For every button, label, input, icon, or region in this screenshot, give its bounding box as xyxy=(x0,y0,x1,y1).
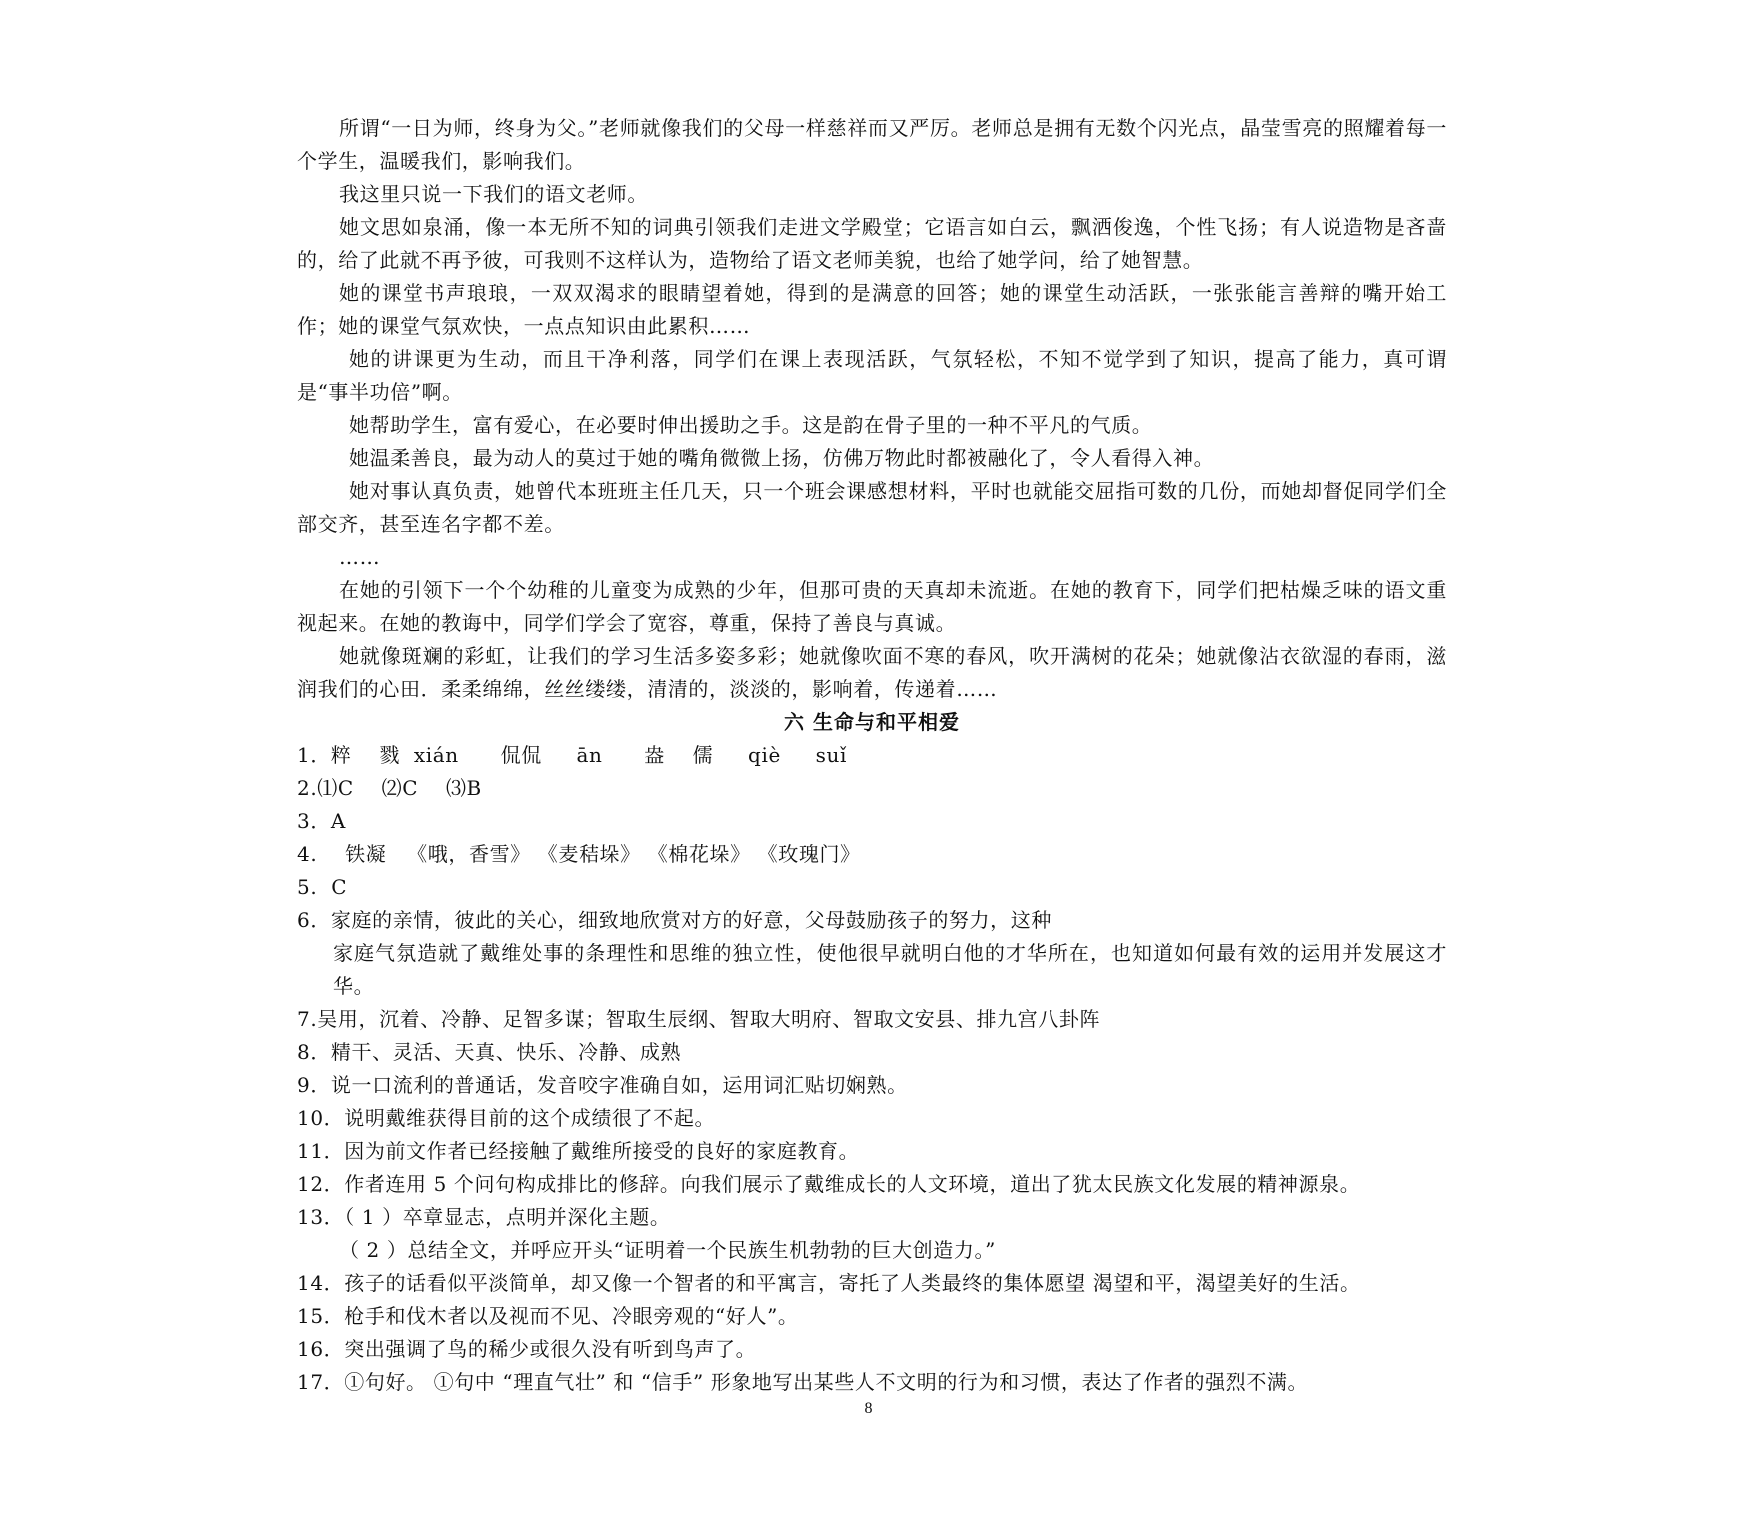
answer-15: 15．枪手和伐木者以及视而不见、冷眼旁观的“好人”。 xyxy=(297,1304,799,1328)
answer-6: 6．家庭的亲情，彼此的关心，细致地欣赏对方的好意，父母鼓励孩子的努力，这种 xyxy=(297,908,1052,932)
essay-paragraph-5: 她的讲课更为生动，而且干净利落，同学们在课上表现活跃，气氛轻松，不知不觉学到了知识，提高了能力，真可谓是“事半功倍”啊。 xyxy=(297,347,1447,404)
answer-2: 2.⑴C ⑵C ⑶B xyxy=(297,776,482,800)
essay-paragraph-3: 她文思如泉涌，像一本无所不知的词典引领我们走进文学殿堂；它语言如白云，飘洒俊逸，个性飞扬；有人说造物是吝啬的，给了此就不再予彼，可我则不这样认为，造物给了语文老师美貌，也给了她学问，给了她智慧。 xyxy=(297,215,1447,272)
answer-13-part-1: 13．（ 1 ）卒章显志，点明并深化主题。 xyxy=(297,1205,671,1229)
essay-paragraph-2: 我这里只说一下我们的语文老师。 xyxy=(339,182,648,206)
essay-paragraph-10: 她就像斑斓的彩虹，让我们的学习生活多姿多彩；她就像吹面不寒的春风，吹开满树的花朵；她就像沾衣欲湿的春雨，滋润我们的心田．柔柔绵绵，丝丝缕缕，清清的，淡淡的，影响着，传递着…… xyxy=(297,644,1447,701)
document-page xyxy=(297,112,1447,1399)
answer-12: 12．作者连用 5 个问句构成排比的修辞。向我们展示了戴维成长的人文环境，道出了犹太民族文化发展的精神源泉。 xyxy=(297,1172,1361,1196)
answer-16: 16．突出强调了鸟的稀少或很久没有听到鸟声了。 xyxy=(297,1337,757,1361)
answer-10: 10．说明戴维获得目前的这个成绩很了不起。 xyxy=(297,1106,716,1130)
answer-11: 11．因为前文作者已经接触了戴维所接受的良好的家庭教育。 xyxy=(297,1139,860,1163)
essay-paragraph-6: 她帮助学生，富有爱心，在必要时伸出援助之手。这是韵在骨子里的一种不平凡的气质。 xyxy=(349,413,1153,437)
essay-paragraph-8: 她对事认真负责，她曾代本班班主任几天，只一个班会课感想材料，平时也就能交屈指可数的几份，而她却督促同学们全部交齐，甚至连名字都不差。 xyxy=(297,479,1447,536)
answer-6-continuation: 家庭气氛造就了戴维处事的条理性和思维的独立性，使他很早就明白他的才华所在，也知道如何最有效的运用并发展这才华。 xyxy=(333,941,1447,998)
answer-4: 4. 铁凝 《哦，香雪》 《麦秸垛》 《棉花垛》 《玫瑰门》 xyxy=(297,842,861,866)
answer-8: 8．精干、灵活、天真、快乐、冷静、成熟 xyxy=(297,1040,682,1064)
answer-13-part-2: （ 2 ）总结全文，并呼应开头“证明着一个民族生机勃勃的巨大创造力。” xyxy=(339,1238,996,1262)
answer-7: 7.吴用，沉着、冷静、足智多谋；智取生辰纲、智取大明府、智取文安县、排九宫八卦阵 xyxy=(297,1007,1101,1031)
section-title: 六 生命与和平相爱 xyxy=(784,710,960,734)
page-number: 8 xyxy=(864,1400,873,1417)
answer-3: 3．A xyxy=(297,809,346,833)
answer-5: 5. C xyxy=(297,875,348,899)
answer-17: 17．①句好。 ①句中 “理直气壮” 和 “信手” 形象地写出某些人不文明的行为和习惯，表达了作者的强烈不满。 xyxy=(297,1370,1309,1394)
essay-paragraph-9: 在她的引领下一个个幼稚的儿童变为成熟的少年，但那可贵的天真却未流逝。在她的教育下，同学们把枯燥乏味的语文重视起来。在她的教诲中，同学们学会了宽容，尊重，保持了善良与真诚。 xyxy=(297,578,1447,635)
essay-paragraph-7: 她温柔善良，最为动人的莫过于她的嘴角微微上扬，仿佛万物此时都被融化了，令人看得入神。 xyxy=(349,446,1215,470)
answer-9: 9．说一口流利的普通话，发音咬字准确自如，运用词汇贴切娴熟。 xyxy=(297,1073,908,1097)
answer-1: 1．粹 戮 xián 侃侃 ān 盎 儒 qiè suǐ xyxy=(297,743,848,767)
essay-paragraph-1: 所谓“一日为师，终身为父。”老师就像我们的父母一样慈祥而又严厉。老师总是拥有无数个闪光点，晶莹雪亮的照耀着每一个学生，温暖我们，影响我们。 xyxy=(297,116,1447,173)
essay-ellipsis: …… xyxy=(339,545,381,569)
essay-paragraph-4: 她的课堂书声琅琅，一双双渴求的眼睛望着她，得到的是满意的回答；她的课堂生动活跃，一张张能言善辩的嘴开始工作；她的课堂气氛欢快，一点点知识由此累积…… xyxy=(297,281,1447,338)
answer-14: 14．孩子的话看似平淡简单，却又像一个智者的和平寓言，寄托了人类最终的集体愿望 渴望和平，渴望美好的生活。 xyxy=(297,1271,1361,1295)
